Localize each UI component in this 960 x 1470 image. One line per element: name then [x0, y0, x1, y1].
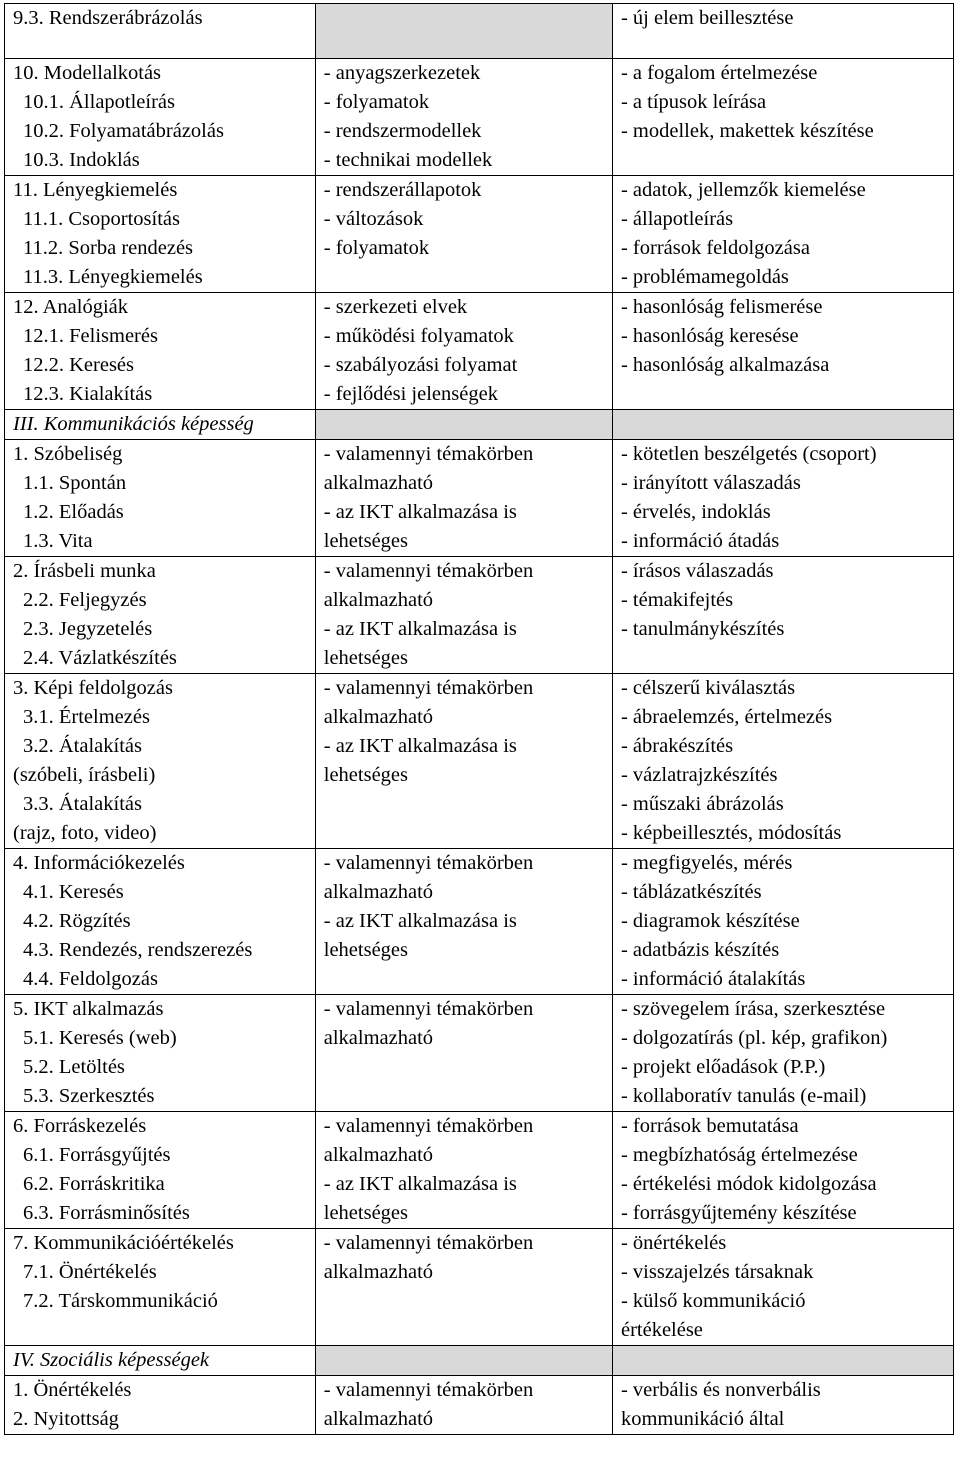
table-row: [5, 176, 954, 293]
content-line: - az IKT alkalmazása is: [323, 910, 517, 932]
topic-line: 1.2. Előadás: [23, 501, 124, 523]
content-line: - valamennyi témakörben: [323, 1232, 534, 1254]
content-line: - működési folyamatok: [323, 325, 514, 347]
activity-cell: [612, 440, 953, 557]
topic-line: 1.3. Vita: [23, 530, 93, 552]
topic-line: 5.3. Szerkesztés: [23, 1085, 155, 1107]
topic-cell: [5, 674, 316, 849]
activity-line: - források feldolgozása: [620, 237, 810, 259]
topic-line: 4.1. Keresés: [23, 881, 124, 903]
content-line: - az IKT alkalmazása is: [323, 735, 517, 757]
content-cell: [315, 293, 612, 410]
activity-line: - műszaki ábrázolás: [620, 793, 784, 815]
content-line: alkalmazható: [323, 881, 434, 903]
activity-line: - a típusok leírása: [620, 91, 767, 113]
content-line: alkalmazható: [323, 706, 434, 728]
content-line: - valamennyi témakörben: [323, 677, 534, 699]
activity-line: - kollaboratív tanulás (e-mail): [620, 1085, 867, 1107]
content-line: - valamennyi témakörben: [323, 560, 534, 582]
topic-line: 10.1. Állapotleírás: [23, 91, 176, 113]
activity-line: - források bemutatása: [620, 1115, 799, 1137]
topic-cell: [5, 59, 316, 176]
activity-line: - irányított válaszadás: [620, 472, 801, 494]
topic-line: 2.2. Feljegyzés: [23, 589, 147, 611]
topic-line: 6.2. Forráskritika: [23, 1173, 165, 1195]
topic-line: 7.1. Önértékelés: [23, 1261, 157, 1283]
section-shaded-cell: [315, 410, 612, 440]
topic-line: 4.4. Feldolgozás: [23, 968, 158, 990]
topic-line: 11.2. Sorba rendezés: [23, 237, 194, 259]
topic-line: 3.3. Átalakítás: [23, 793, 142, 815]
table-row: [5, 1376, 954, 1435]
topic-line: 12.3. Kialakítás: [23, 383, 153, 405]
content-line: - az IKT alkalmazása is: [323, 1173, 517, 1195]
topic-line: 5.2. Letöltés: [23, 1056, 125, 1078]
topic-line: 12. Analógiák: [13, 296, 129, 318]
activity-line: - projekt előadások (P.P.): [620, 1056, 826, 1078]
activity-cell: [612, 1229, 953, 1346]
content-line: - az IKT alkalmazása is: [323, 618, 517, 640]
content-cell: [315, 995, 612, 1112]
activity-line: - verbális és nonverbális: [620, 1379, 821, 1401]
section-row: [5, 1346, 954, 1376]
activity-line: - modellek, makettek készítése: [620, 120, 874, 142]
content-line: alkalmazható: [323, 1027, 434, 1049]
activity-line: - vázlatrajzkészítés: [620, 764, 778, 786]
header-right-cell: [612, 4, 953, 59]
content-cell: [315, 440, 612, 557]
activity-line: kommunikáció által: [620, 1408, 785, 1430]
topic-line: 6.3. Forrásminősítés: [23, 1202, 190, 1224]
activity-line: - szövegelem írása, szerkesztése: [620, 998, 886, 1020]
activity-line: - a fogalom értelmezése: [620, 62, 818, 84]
activity-line: - diagramok készítése: [620, 910, 800, 932]
topic-line: 4. Információkezelés: [13, 852, 185, 874]
activity-line: - dolgozatírás (pl. kép, grafikon): [620, 1027, 888, 1049]
topic-line: (szóbeli, írásbeli): [13, 764, 156, 786]
content-line: - valamennyi témakörben: [323, 1379, 534, 1401]
section-heading-cell: [5, 410, 316, 440]
topic-line: 10.2. Folyamatábrázolás: [23, 120, 224, 142]
activity-line: - adatok, jellemzők kiemelése: [620, 179, 866, 201]
header-row: [5, 4, 954, 59]
topic-cell: [5, 1229, 316, 1346]
topic-line: 11.3. Lényegkiemelés: [23, 266, 203, 288]
table-row: [5, 1112, 954, 1229]
topic-cell: [5, 293, 316, 410]
section-heading-cell: [5, 1346, 316, 1376]
activity-line: - információ átalakítás: [620, 968, 806, 990]
table-body: [5, 4, 954, 1435]
content-cell: [315, 176, 612, 293]
section-shaded-cell: [612, 1346, 953, 1376]
content-line: - szerkezeti elvek: [323, 296, 468, 318]
activity-cell: [612, 59, 953, 176]
content-line: alkalmazható: [323, 589, 434, 611]
activity-line: - ábraelemzés, értelmezés: [620, 706, 833, 728]
activity-line: - hasonlóság keresése: [620, 325, 799, 347]
topic-line: 7.2. Társkommunikáció: [23, 1290, 218, 1312]
table-row: [5, 440, 954, 557]
topic-line: 1. Önértékelés: [13, 1379, 132, 1401]
content-line: - technikai modellek: [323, 149, 493, 171]
topic-line: 6. Forráskezelés: [13, 1115, 147, 1137]
activity-cell: [612, 557, 953, 674]
table-row: [5, 59, 954, 176]
activity-cell: [612, 293, 953, 410]
content-line: lehetséges: [323, 939, 409, 961]
topic-cell: [5, 440, 316, 557]
content-line: - folyamatok: [323, 91, 430, 113]
activity-line: - célszerű kiválasztás: [620, 677, 796, 699]
topic-cell: [5, 849, 316, 995]
activity-line: - érvelés, indoklás: [620, 501, 771, 523]
topic-line: 2. Írásbeli munka: [13, 560, 156, 582]
header-title: 9.3. Rendszerábrázolás: [13, 7, 203, 29]
activity-line: - ábrakészítés: [620, 735, 734, 757]
activity-line: - adatbázis készítés: [620, 939, 780, 961]
content-line: lehetséges: [323, 647, 409, 669]
activity-line: - tanulmánykészítés: [620, 618, 785, 640]
section-shaded-cell: [612, 410, 953, 440]
content-cell: [315, 1112, 612, 1229]
section-shaded-cell: [315, 1346, 612, 1376]
content-cell: [315, 1229, 612, 1346]
topic-cell: [5, 1112, 316, 1229]
topic-line: 4.3. Rendezés, rendszerezés: [23, 939, 253, 961]
activity-line: értékelése: [620, 1319, 703, 1341]
table-row: [5, 995, 954, 1112]
activity-line: - megbízhatóság értelmezése: [620, 1144, 858, 1166]
topic-line: 1.1. Spontán: [23, 472, 127, 494]
section-heading: III. Kommunikációs képesség: [13, 413, 254, 435]
activity-line: - írásos válaszadás: [620, 560, 774, 582]
topic-line: 3.2. Átalakítás: [23, 735, 142, 757]
topic-line: 3. Képi feldolgozás: [13, 677, 173, 699]
content-line: - szabályozási folyamat: [323, 354, 518, 376]
header-left-cell: [5, 4, 316, 59]
topic-line: 11.1. Csoportosítás: [23, 208, 180, 230]
content-line: lehetséges: [323, 764, 409, 786]
content-line: alkalmazható: [323, 1144, 434, 1166]
content-cell: [315, 674, 612, 849]
topic-line: (rajz, foto, video): [13, 822, 157, 844]
activity-cell: [612, 176, 953, 293]
topic-line: 10. Modellalkotás: [13, 62, 162, 84]
content-line: - anyagszerkezetek: [323, 62, 481, 84]
table-row: [5, 1229, 954, 1346]
activity-line: - képbeillesztés, módosítás: [620, 822, 842, 844]
activity-line: - problémamegoldás: [620, 266, 789, 288]
competency-table: [4, 3, 954, 1435]
activity-line: - forrásgyűjtemény készítése: [620, 1202, 857, 1224]
content-line: - változások: [323, 208, 424, 230]
activity-cell: [612, 674, 953, 849]
activity-line: - értékelési módok kidolgozása: [620, 1173, 877, 1195]
content-line: - valamennyi témakörben: [323, 852, 534, 874]
content-line: lehetséges: [323, 530, 409, 552]
topic-line: 3.1. Értelmezés: [23, 706, 150, 728]
content-line: - rendszermodellek: [323, 120, 482, 142]
table-row: [5, 849, 954, 995]
topic-cell: [5, 176, 316, 293]
content-line: - folyamatok: [323, 237, 430, 259]
topic-line: 2.3. Jegyzetelés: [23, 618, 153, 640]
topic-line: 12.1. Felismerés: [23, 325, 158, 347]
topic-line: 11. Lényegkiemelés: [13, 179, 178, 201]
section-heading: IV. Szociális képességek: [13, 1349, 210, 1371]
activity-cell: [612, 1376, 953, 1435]
activity-line: - témakifejtés: [620, 589, 734, 611]
topic-line: 6.1. Forrásgyűjtés: [23, 1144, 171, 1166]
activity-line: - visszajelzés társaknak: [620, 1261, 814, 1283]
topic-line: 10.3. Indoklás: [23, 149, 140, 171]
topic-cell: [5, 557, 316, 674]
header-middle-cell: [315, 4, 612, 59]
activity-line: - önértékelés: [620, 1232, 727, 1254]
activity-line: - kötetlen beszélgetés (csoport): [620, 443, 877, 465]
content-line: alkalmazható: [323, 472, 434, 494]
topic-line: 1. Szóbeliség: [13, 443, 123, 465]
topic-cell: [5, 995, 316, 1112]
activity-line: - hasonlóság felismerése: [620, 296, 823, 318]
content-line: alkalmazható: [323, 1408, 434, 1430]
activity-cell: [612, 1112, 953, 1229]
content-cell: [315, 1376, 612, 1435]
content-cell: [315, 59, 612, 176]
topic-line: 2.4. Vázlatkészítés: [23, 647, 177, 669]
table-row: [5, 557, 954, 674]
topic-line: 5. IKT alkalmazás: [13, 998, 164, 1020]
content-line: - rendszerállapotok: [323, 179, 482, 201]
topic-line: 7. Kommunikációértékelés: [13, 1232, 234, 1254]
content-cell: [315, 849, 612, 995]
content-line: - valamennyi témakörben: [323, 998, 534, 1020]
topic-line: 12.2. Keresés: [23, 354, 135, 376]
content-line: alkalmazható: [323, 1261, 434, 1283]
activity-line: - hasonlóság alkalmazása: [620, 354, 830, 376]
topic-cell: [5, 1376, 316, 1435]
section-row: [5, 410, 954, 440]
table-row: [5, 293, 954, 410]
topic-line: 2. Nyitottság: [13, 1408, 119, 1430]
activity-line: - táblázatkészítés: [620, 881, 762, 903]
topic-line: 4.2. Rögzítés: [23, 910, 131, 932]
content-cell: [315, 557, 612, 674]
content-line: lehetséges: [323, 1202, 409, 1224]
activity-line: - megfigyelés, mérés: [620, 852, 793, 874]
activity-line: - külső kommunikáció: [620, 1290, 806, 1312]
header-note: - új elem beillesztése: [620, 7, 794, 29]
topic-line: 5.1. Keresés (web): [23, 1027, 177, 1049]
table-row: [5, 674, 954, 849]
activity-cell: [612, 995, 953, 1112]
activity-line: - állapotleírás: [620, 208, 734, 230]
content-line: - fejlődési jelenségek: [323, 383, 498, 405]
content-line: - valamennyi témakörben: [323, 443, 534, 465]
content-line: - az IKT alkalmazása is: [323, 501, 517, 523]
content-line: - valamennyi témakörben: [323, 1115, 534, 1137]
activity-line: - információ átadás: [620, 530, 780, 552]
activity-cell: [612, 849, 953, 995]
topic-line: [13, 1316, 311, 1345]
